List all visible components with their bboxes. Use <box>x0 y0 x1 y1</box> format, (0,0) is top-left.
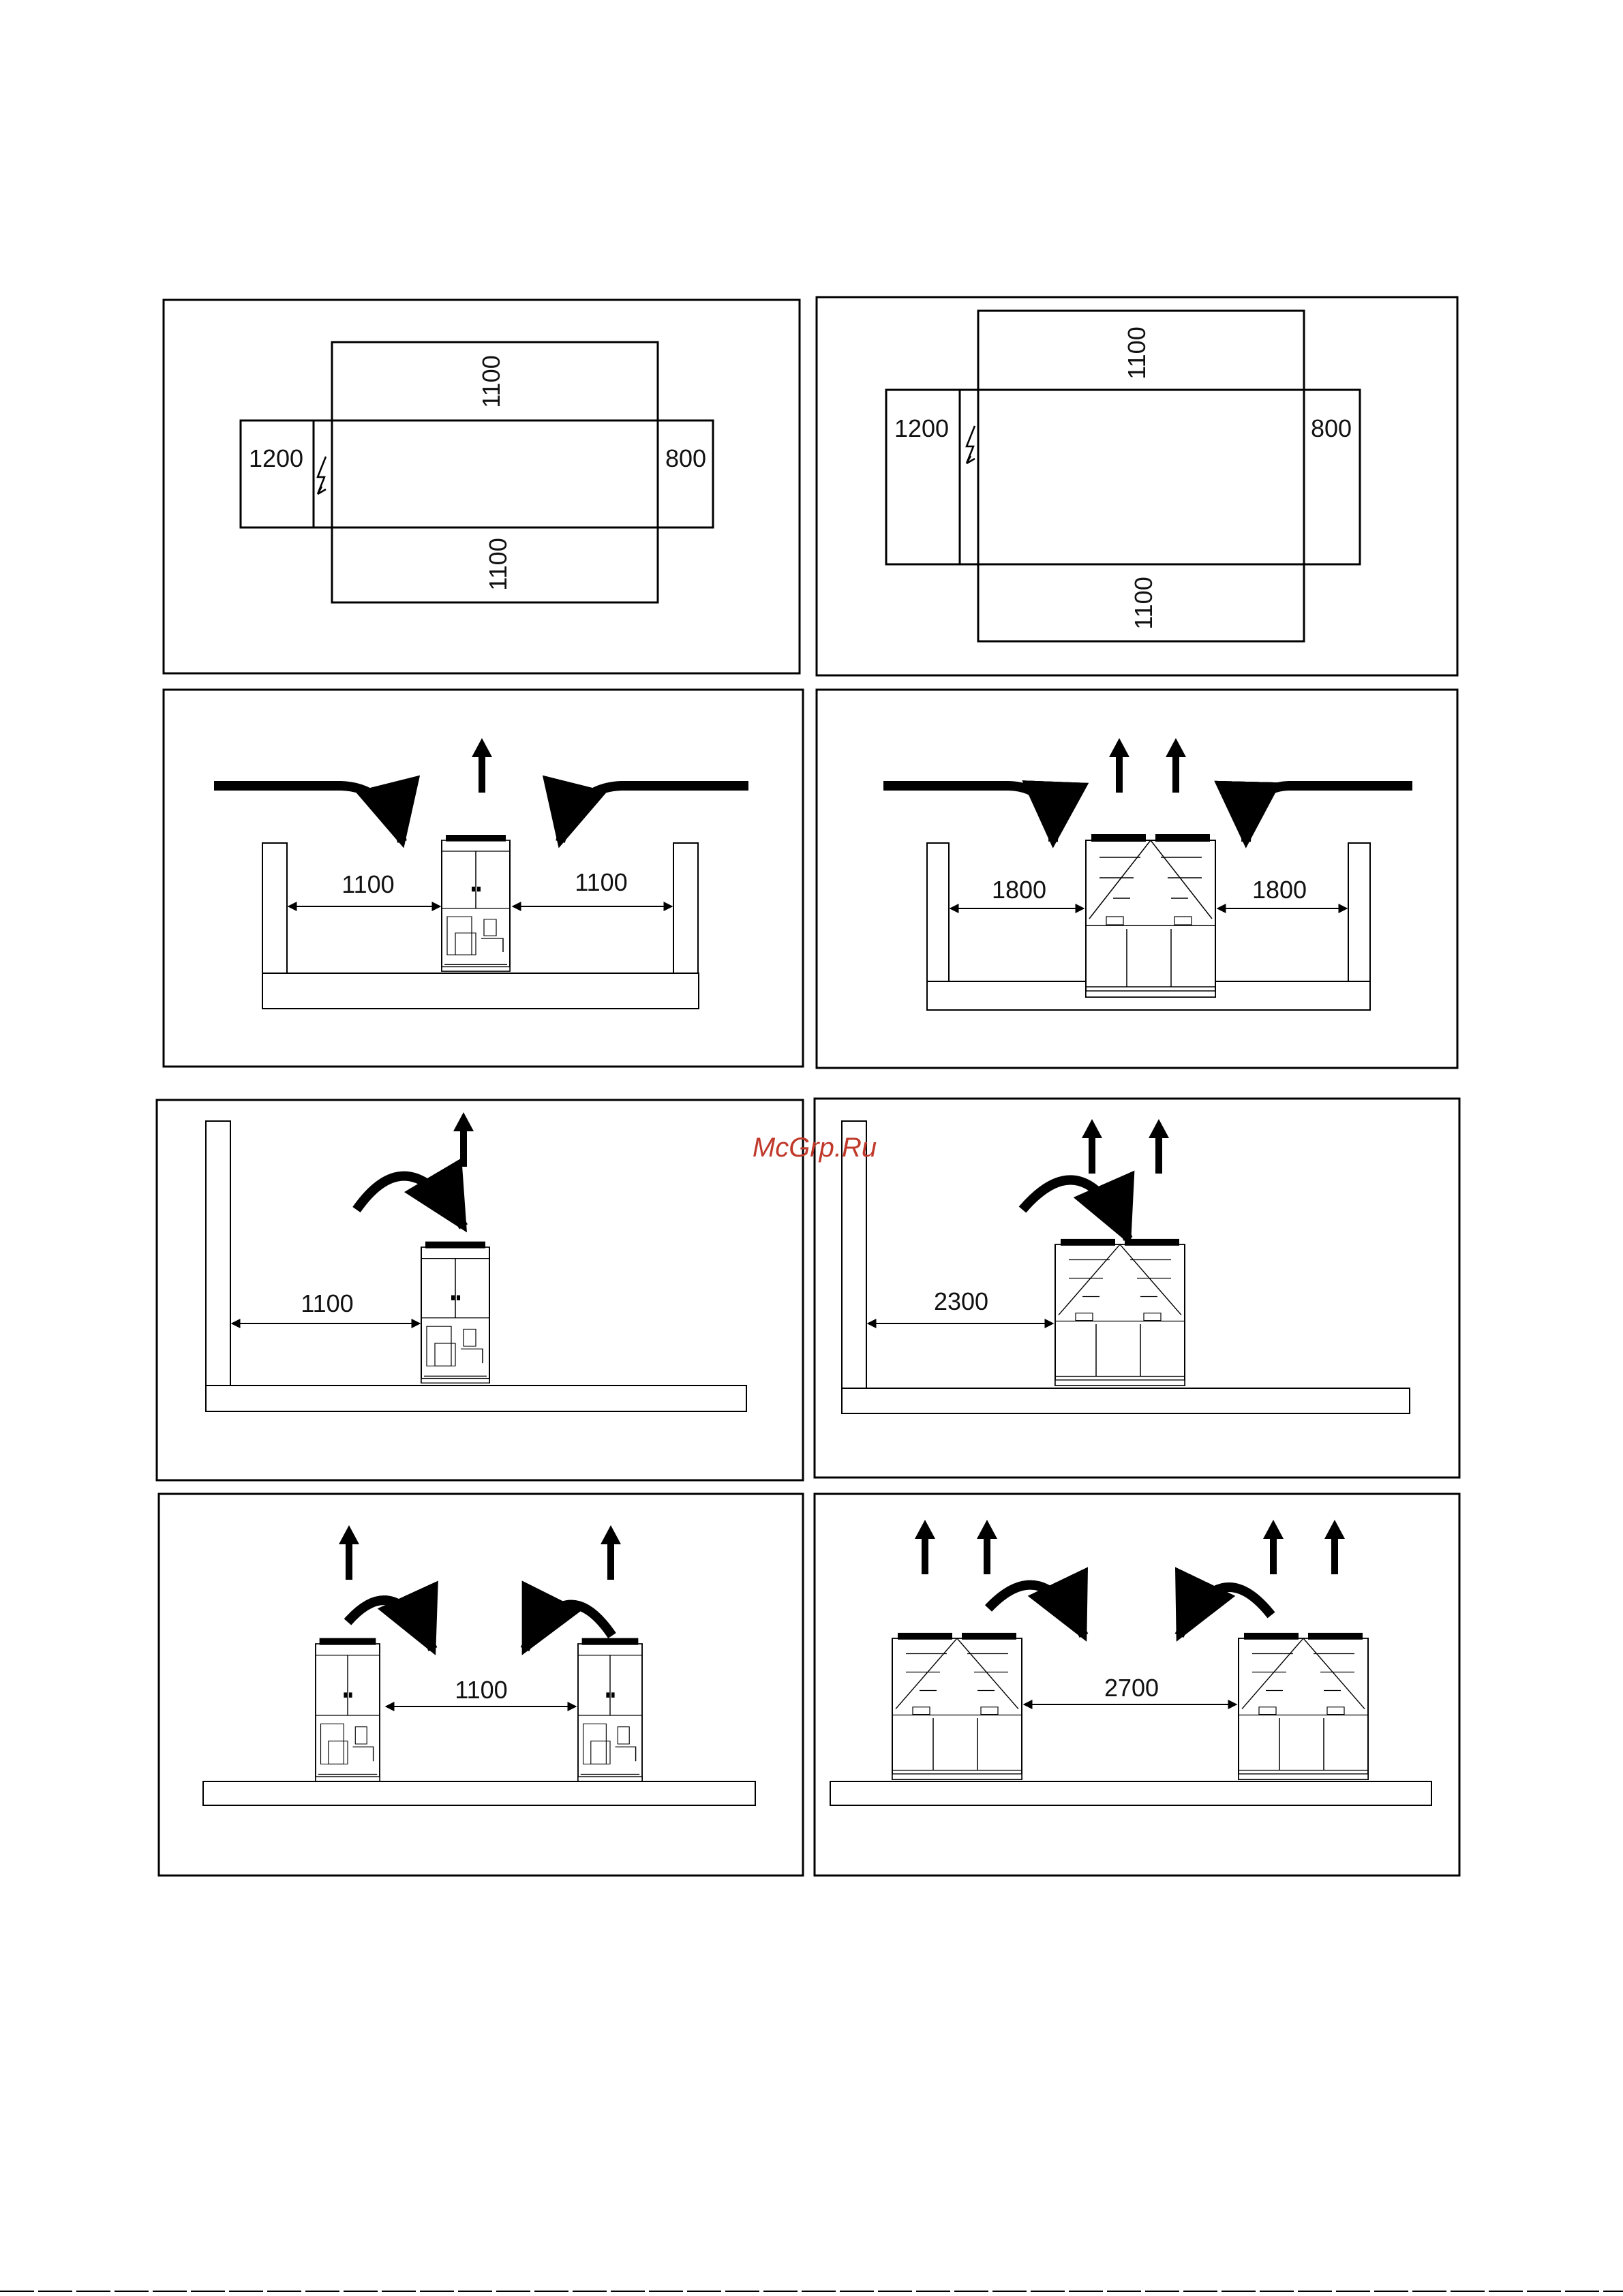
wall-double-left-label: 2300 <box>933 1287 989 1315</box>
airflow-arrow-icon <box>1246 786 1412 842</box>
pit-double-left-label: 1800 <box>991 876 1047 904</box>
watermark: McGrp.Ru <box>752 1133 877 1163</box>
pair-double-between-label: 2700 <box>1104 1674 1159 1702</box>
pair-single-between-label: 1100 <box>455 1676 508 1704</box>
airflow-arrow-icon <box>214 786 402 842</box>
wall-single-left-label: 1100 <box>301 1289 354 1317</box>
panel-plan-single <box>164 300 800 673</box>
plan-single-right-label: 800 <box>665 444 707 472</box>
electrical-supply-icon <box>318 457 326 494</box>
panel-wall-single <box>157 1100 803 1480</box>
airflow-arrow-icon <box>560 786 748 842</box>
plan-single-left-label: 1200 <box>248 444 304 472</box>
panel-plan-double <box>817 297 1457 675</box>
pit-single-right-label: 1100 <box>575 868 628 896</box>
airflow-arrow-icon <box>1179 1587 1271 1636</box>
panel-wall-double <box>815 1099 1459 1478</box>
pit-double-right-label: 1800 <box>1252 876 1307 904</box>
plan-double-top-label: 1100 <box>1123 326 1151 380</box>
electrical-supply-icon <box>967 426 975 463</box>
panel-pit-single <box>164 690 803 1067</box>
panel-pit-double <box>817 690 1457 1068</box>
plan-single-bottom-label: 1100 <box>484 538 512 591</box>
panel-pair-double <box>815 1494 1459 1876</box>
airflow-arrow-icon <box>883 786 1053 842</box>
pit-single-left-label: 1100 <box>342 870 395 898</box>
airflow-arrow-icon <box>357 1176 464 1227</box>
plan-double-right-label: 800 <box>1310 414 1352 442</box>
airflow-arrow-icon <box>1022 1180 1128 1239</box>
plan-double-bottom-label: 1100 <box>1129 577 1157 630</box>
plan-double-left-label: 1200 <box>894 414 950 442</box>
plan-single-top-label: 1100 <box>477 355 505 408</box>
airflow-arrow-icon <box>988 1585 1084 1636</box>
panel-pair-single <box>159 1494 803 1876</box>
